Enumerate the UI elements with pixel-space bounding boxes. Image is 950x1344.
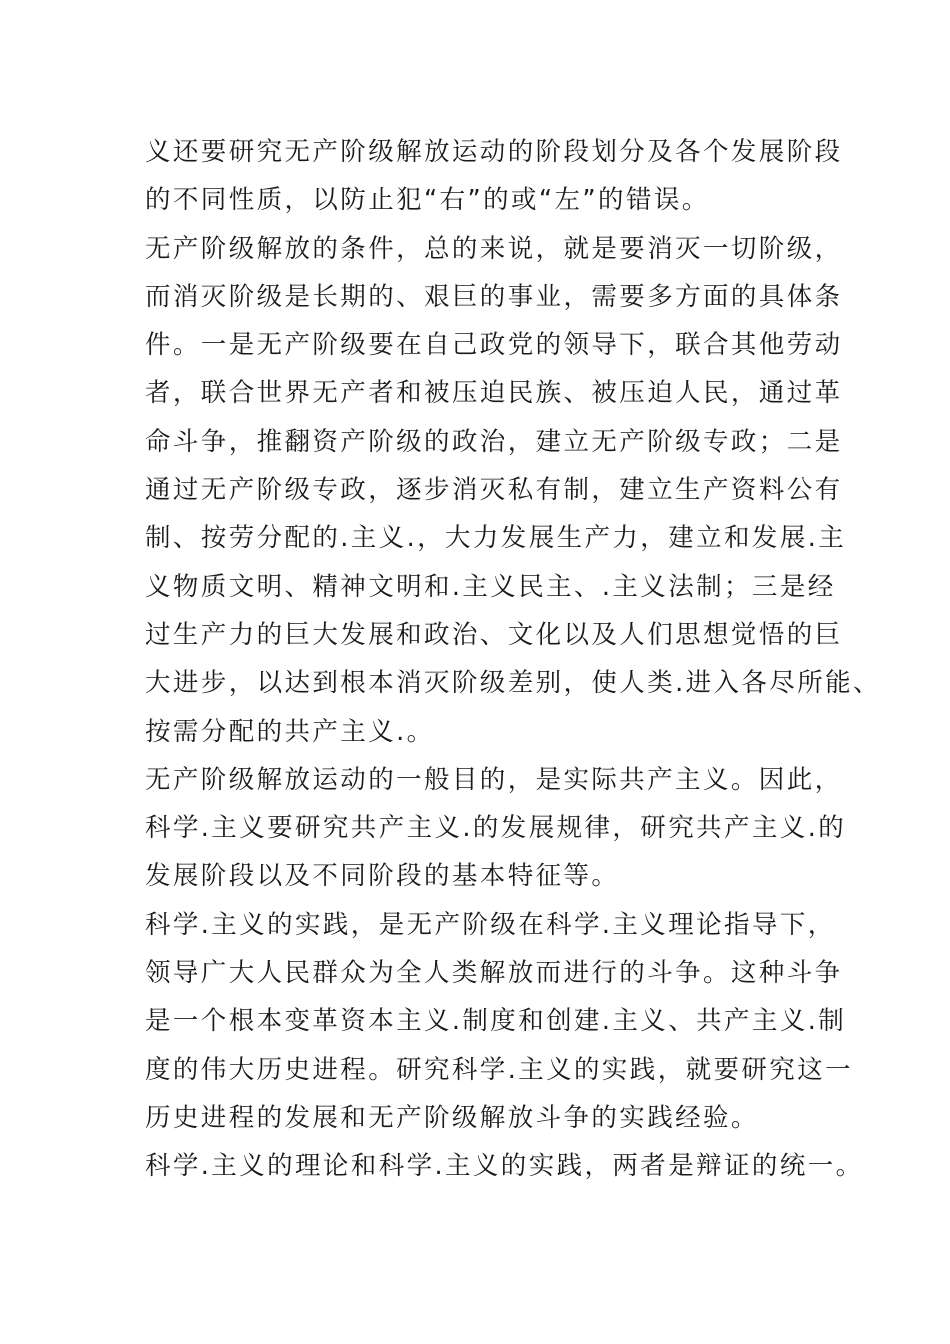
text-line: 过生产力的巨大发展和政治、文化以及人们思想觉悟的巨 bbox=[145, 619, 843, 650]
text-line: 无产阶级解放运动的一般目的，是实际共产主义。因此， bbox=[145, 764, 843, 795]
text-line: 的不同性质，以防止犯“右”的或“左”的错误。 bbox=[145, 185, 710, 216]
text-line: 领导广大人民群众为全人类解放而进行的斗争。这种斗争 bbox=[145, 958, 843, 989]
text-line: 而消灭阶级是长期的、艰巨的事业，需要多方面的具体条 bbox=[145, 281, 843, 312]
text-line: 科学.主义的理论和科学.主义的实践，两者是辩证的统一。 bbox=[145, 1151, 864, 1182]
text-line: 无产阶级解放的条件，总的来说，就是要消灭一切阶级， bbox=[145, 233, 843, 264]
text-line: 按需分配的共产主义.。 bbox=[145, 716, 435, 747]
text-line: 度的伟大历史进程。研究科学.主义的实践，就要研究这一 bbox=[145, 1054, 854, 1085]
text-line: 义物质文明、精神文明和.主义民主、.主义法制；三是经 bbox=[145, 571, 836, 602]
text-line: 发展阶段以及不同阶段的基本特征等。 bbox=[145, 861, 620, 892]
text-line: 者，联合世界无产者和被压迫民族、被压迫人民，通过革 bbox=[145, 378, 843, 409]
text-line: 件。一是无产阶级要在自己政党的领导下，联合其他劳动 bbox=[145, 330, 843, 361]
text-line: 义还要研究无产阶级解放运动的阶段划分及各个发展阶段 bbox=[145, 137, 843, 167]
text-line: 大进步，以达到根本消灭阶级差别，使人类.进入各尽所能、 bbox=[145, 668, 881, 699]
text-line: 命斗争，推翻资产阶级的政治，建立无产阶级专政；二是 bbox=[145, 426, 843, 457]
text-line: 制、按劳分配的.主义.，大力发展生产力，建立和发展.主 bbox=[145, 523, 847, 554]
document-body bbox=[145, 128, 881, 1191]
text-line: 科学.主义要研究共产主义.的发展规律，研究共产主义.的 bbox=[145, 813, 847, 844]
text-line: 历史进程的发展和无产阶级解放斗争的实践经验。 bbox=[145, 1102, 759, 1133]
text-line: 通过无产阶级专政，逐步消灭私有制，建立生产资料公有 bbox=[145, 475, 843, 506]
text-line: 科学.主义的实践，是无产阶级在科学.主义理论指导下， bbox=[145, 909, 836, 940]
text-line: 是一个根本变革资本主义.制度和创建.主义、共产主义.制 bbox=[145, 1006, 847, 1037]
